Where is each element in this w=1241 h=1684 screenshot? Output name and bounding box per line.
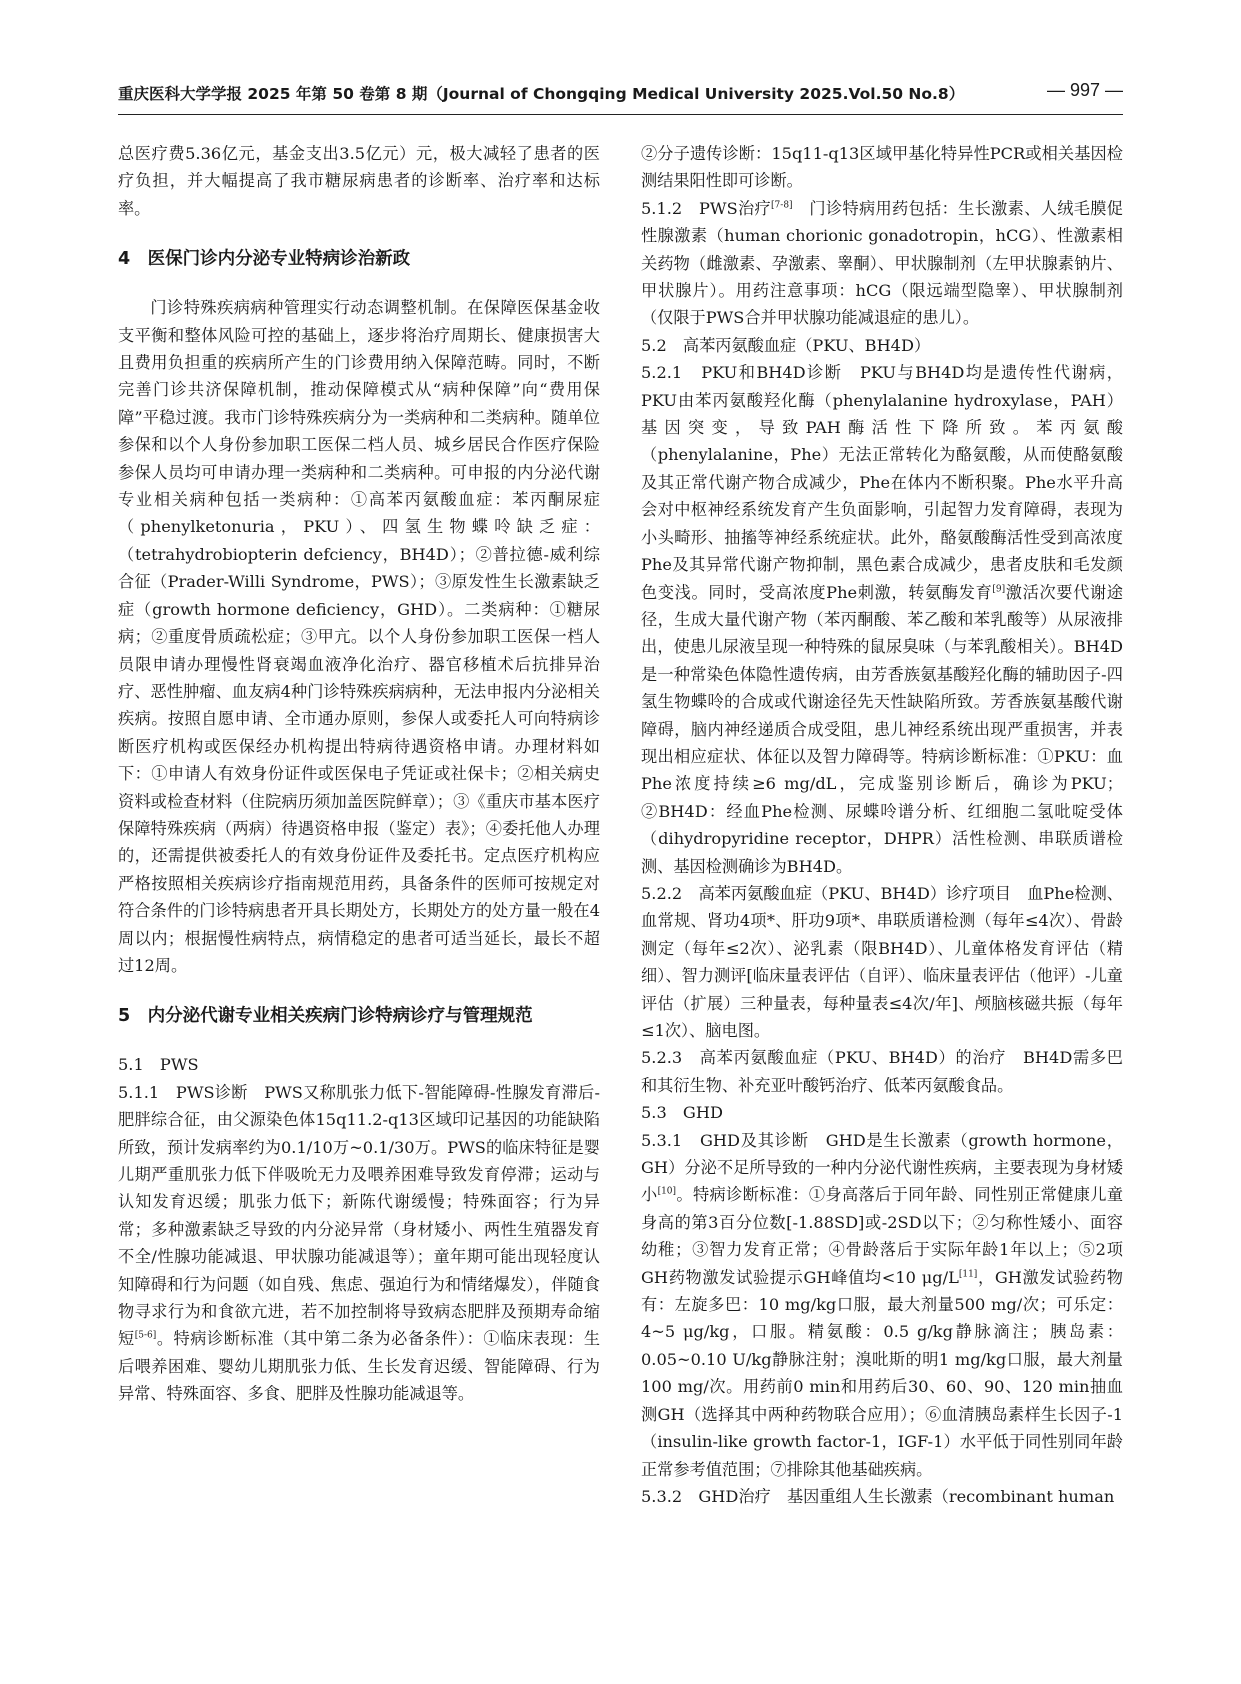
right-column (641, 140, 1123, 1510)
subsection-5-2-1: 5.2.1 PKU和BH4D诊断 PKU与BH4D均是遗传性代谢病，PKU由苯丙氨酸羟化酶（phenylalanine hydroxylase，PAH）基因突变，导致PAH酶活性下降所致。苯丙氨酸（phenylalanine，Phe）无法正常转化为酪氨酸，从而使酪氨酸及其正常代谢产物合成减少，Phe在体内不断积聚。Phe水平升高会对中枢神经系统发育产生负面影响，引起智力发育障碍，表现为小头畸形、抽搐等神经系统症状。此外，酪氨酸酶活性受到高浓度Phe及其异常代谢产物抑制，黑色素合成减少，患者皮肤和毛发颜色变浅。同时，受高浓度Phe刺激，转氨酶发育[9]激活次要代谢途径，生成大量代谢产物（苯丙酮酸、苯乙酸和苯乳酸等）从尿液排出，使患儿尿液呈现一种特殊的鼠尿臭味（与苯乳酸相关）。BH4D是一种常染色体隐性遗传病，由芳香族氨基酸羟化酶的辅助因子-四氢生物蝶呤的合成或代谢途径先天性缺陷所致。芳香族氨基酸代谢障碍，脑内神经递质合成受阻，患儿神经系统出现严重损害，并表现出相应症状、体征以及智力障碍等。特病诊断标准：①PKU：血Phe浓度持续≥6 mg/dL，完成鉴别诊断后，确诊为PKU；②BH4D：经血Phe检测、尿蝶呤谱分析、红细胞二氢吡啶受体（dihydropyridine receptor，DHPR）活性检测、串联质谱检测、基因检测确诊为BH4D。 (641, 363, 1123, 876)
subsection-5-3-1: 5.3.1 GHD及其诊断 GHD是生长激素（growth hormone，GH）分泌不足所导致的一种内分泌代谢性疾病，主要表现为身材矮小[10]。特病诊断标准：①身高落后于同年龄、同性别正常健康儿童身高的第3百分位数[-1.88SD]或-2SD以下；②匀称性矮小、面容幼稚；③智力发育正常；④骨龄落后于实际年龄1年以上；⑤2项GH药物激发试验提示GH峰值均<10 μg/L[11]，GH激发试验药物有：左旋多巴：10 mg/kg口服，最大剂量500 mg/次；可乐定：4~5 μg/kg，口服。精氨酸：0.5 g/kg静脉滴注；胰岛素：0.05~0.10 U/kg静脉注射；溴吡斯的明1 mg/kg口服，最大剂量100 mg/次。用药前0 min和用药后30、60、90、120 min抽血测GH（选择其中两种药物联合应用）；⑥血清胰岛素样生长因子-1（insulin-like growth factor-1，IGF-1）水平低于同性别同年龄正常参考值范围；⑦排除其他基础疾病。 (641, 1130, 1124, 1479)
paragraph-cont-right: ②分子遗传诊断：15q11-q13区域甲基化特异性PCR或相关基因检测结果阳性即可诊断。 (641, 144, 1123, 191)
citation: [9] (992, 584, 1006, 595)
subsection-5-1-1: 5.1.1 PWS诊断 PWS又称肌张力低下-智能障碍-性腺发育滞后-肥胖综合征，由父源染色体15q11.2-q13区域印记基因的功能缺陷所致，预计发病率约为0.1/10万~0.1/30万。PWS的临床特征是婴儿期严重肌张力低下伴吸吮无力及喂养困难导致发育停滞；运动与认知发育迟缓；肌张力低下；新陈代谢缓慢；特殊面容；行为异常；多种激素缺乏导致的内分泌异常（身材矮小、两性生殖器发育不全/性腺功能减退、甲状腺功能减退等）；童年期可能出现轻度认知障碍和行为问题（如自残、焦虑、强迫行为和情绪爆发），伴随食物寻求行为和食欲亢进，若不加控制将导致病态肥胖及预期寿命缩短[5-6]。特病诊断标准（其中第二条为必备条件）：①临床表现：生后喂养困难、婴幼儿期肌张力低、生长发育迟缓、智能障碍、行为异常、特殊面容、多食、肥胖及性腺功能减退等。 (118, 1082, 601, 1404)
paragraph-section-4: 门诊特殊疾病病种管理实行动态调整机制。在保障医保基金收支平衡和整体风险可控的基础上，逐步将治疗周期长、健康损害大且费用负担重的疾病所产生的门诊费用纳入保障范畴。同时，不断完善门诊共济保障机制，推动保障模式从“病种保障”向“费用保障”平稳过渡。我市门诊特殊疾病分为一类病种和二类病种。随单位参保和以个人身份参加职工医保二档人员、城乡居民合作医疗保险参保人员均可申请办理一类病种和二类病种。可申报的内分泌代谢专业相关病种包括一类病种：①高苯丙氨酸血症：苯丙酮尿症（phenylketonuria，PKU）、四氢生物蝶呤缺乏症：（tetrahydrobiopterin defciency，BH4D）；②普拉德-威利综合征（Prader-Willi Syndrome，PWS）；③原发性生长激素缺乏症（growth hormone deficiency，GHD）。二类病种：①糖尿病；②重度骨质疏松症；③甲亢。以个人身份参加职工医保一档人员限申请办理慢性肾衰竭血液净化治疗、器官移植术后抗排异治疗、恶性肿瘤、血友病4种门诊特殊疾病病种，无法申报内分泌相关疾病。按照自愿申请、全市通办原则，参保人或委托人可向特病诊断医疗机构或医保经办机构提出特病待遇资格申请。办理材料如下：①申请人有效身份证件或医保电子凭证或社保卡；②相关病史资料或检查材料（住院病历须加盖医院鲜章）；③《重庆市基本医疗保障特殊疾病（两病）待遇资格申报（鉴定）表》；④委托他人办理的，还需提供被委托人的有效身份证件及委托书。定点医疗机构应严格按照相关疾病诊疗指南规范用药，具备条件的医师可按规定对符合条件的门诊特病患者开具长期处方，长期处方的处方量一般在4周以内；根据慢性病特点，病情稳定的患者可适当延长，最长不超过12周。 (118, 298, 600, 975)
citation: [5-6] (134, 1331, 157, 1342)
subsection-5-3: 5.3 GHD (641, 1103, 723, 1123)
subsection-5-2-3: 5.2.3 高苯丙氨酸血症（PKU、BH4D）的治疗 BH4D需多巴和其衍生物、补充亚叶酸钙治疗、低苯丙氨酸食品。 (641, 1048, 1123, 1095)
subsection-5-2: 5.2 高苯丙氨酸血症（PKU、BH4D） (641, 335, 931, 355)
section-4-heading: 4 医保门诊内分泌专业特病诊治新政 (118, 249, 411, 270)
subsection-5-1: 5.1 PWS (118, 1055, 199, 1075)
running-header (118, 82, 1123, 112)
citation: [11] (958, 1269, 978, 1280)
subsection-5-3-2: 5.3.2 GHD治疗 基因重组人生长激素（recombinant human (641, 1486, 1115, 1506)
header-rule (118, 114, 1123, 115)
page-number: — 997 — (1046, 80, 1123, 100)
citation: [7-8] (771, 200, 793, 211)
section-5-heading: 5 内分泌代谢专业相关疾病门诊特病诊疗与管理规范 (118, 1006, 533, 1027)
citation: [10] (657, 1187, 677, 1198)
journal-title: 重庆医科大学学报 2025 年第 50 卷第 8 期（Journal of Chongqing Medical University 2025.Vol.50 No.8） (118, 85, 965, 103)
left-column (118, 140, 600, 1408)
subsection-5-2-2: 5.2.2 高苯丙氨酸血症（PKU、BH4D）诊疗项目 血Phe检测、血常规、肾功4项*、肝功9项*、串联质谱检测（每年≤4次）、骨龄测定（每年≤2次）、泌乳素（限BH4D）、儿童体格发育评估（精细）、智力测评[临床量表评估（自评）、临床量表评估（他评）-儿童评估（扩展）三种量表，每种量表≤4次/年]、颅脑核磁共振（每年≤1次）、脑电图。 (641, 883, 1123, 1040)
paragraph-cont: 总医疗费5.36亿元，基金支出3.5亿元）元，极大减轻了患者的医疗负担，并大幅提高了我市糖尿病患者的诊断率、治疗率和达标率。 (118, 144, 600, 218)
subsection-5-1-2: 5.1.2 PWS治疗[7-8] 门诊特病用药包括：生长激素、人绒毛膜促性腺激素（human chorionic gonadotropin，hCG）、性激素相关药物（雌激素、孕激素、睾酮）、甲状腺制剂（左甲状腺素钠片、甲状腺片）。用药注意事项：hCG（限远端型隐睾）、甲状腺制剂（仅限于PWS合并甲状腺功能减退症的患儿）。 (641, 198, 1123, 328)
